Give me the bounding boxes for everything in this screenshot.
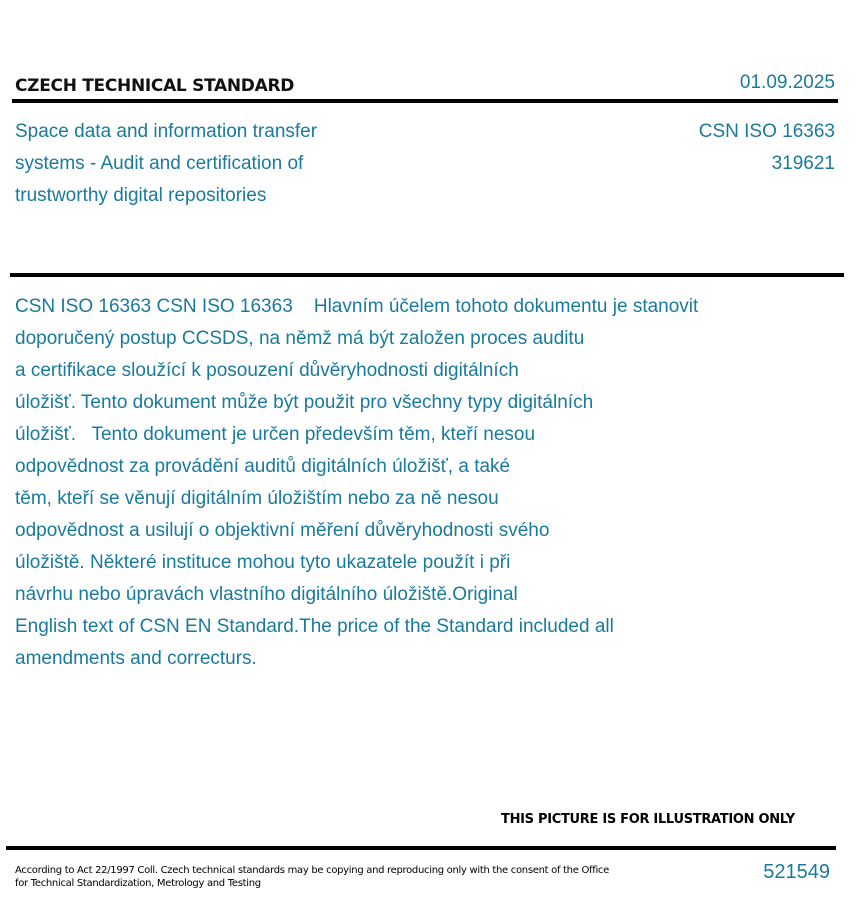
abstract-line: amendments and correcturs. bbox=[15, 648, 257, 669]
abstract-line: doporučený postup CCSDS, na němž má být založen proces auditu bbox=[15, 328, 585, 349]
standard-code: CSN ISO 16363 bbox=[698, 121, 835, 142]
title-line: trustworthy digital repositories bbox=[15, 185, 267, 206]
standard-label: CZECH TECHNICAL STANDARD bbox=[15, 76, 295, 96]
header-divider bbox=[12, 99, 838, 103]
footer-divider bbox=[6, 846, 836, 850]
document-title bbox=[15, 116, 415, 212]
abstract-line: odpovědnost za provádění auditů digitálních úložišť, a také bbox=[15, 456, 511, 477]
section-divider bbox=[10, 273, 844, 277]
title-line: Space data and information transfer bbox=[15, 121, 318, 142]
abstract-line: návrhu nebo úpravách vlastního digitálního úložiště.Original bbox=[15, 584, 518, 605]
copyright-line: According to Act 22/1997 Coll. Czech technical standards may be copying and reproducing only with the consent of the Office bbox=[15, 865, 609, 876]
publication-date: 01.09.2025 bbox=[739, 72, 835, 93]
illustration-note: THIS PICTURE IS FOR ILLUSTRATION ONLY bbox=[501, 812, 795, 827]
abstract-line: odpovědnost a usilují o objektivní měření důvěryhodnosti svého bbox=[15, 520, 550, 541]
document-id: 521549 bbox=[763, 861, 830, 883]
document-codes bbox=[699, 116, 835, 180]
title-line: systems - Audit and certification of bbox=[15, 153, 304, 174]
abstract-line: CSN ISO 16363 CSN ISO 16363 Hlavním účelem tohoto dokumentu je stanovit bbox=[15, 296, 699, 317]
copyright-line: for Technical Standardization, Metrology and Testing bbox=[15, 878, 261, 889]
abstract-line: úložišť. Tento dokument je určen především těm, kteří nesou bbox=[15, 424, 536, 445]
abstract-line: a certifikace sloužící k posouzení důvěryhodnosti digitálních bbox=[15, 360, 519, 381]
abstract-line: úložiště. Některé instituce mohou tyto ukazatele použít i při bbox=[15, 552, 511, 573]
copyright-note bbox=[15, 864, 609, 890]
abstract-line: English text of CSN EN Standard.The price of the Standard included all bbox=[15, 616, 614, 637]
document-abstract bbox=[15, 291, 815, 675]
catalog-number: 319621 bbox=[771, 153, 835, 174]
abstract-line: úložišť. Tento dokument může být použit pro všechny typy digitálních bbox=[15, 392, 594, 413]
abstract-line: těm, kteří se věnují digitálním úložištím nebo za ně nesou bbox=[15, 488, 499, 509]
